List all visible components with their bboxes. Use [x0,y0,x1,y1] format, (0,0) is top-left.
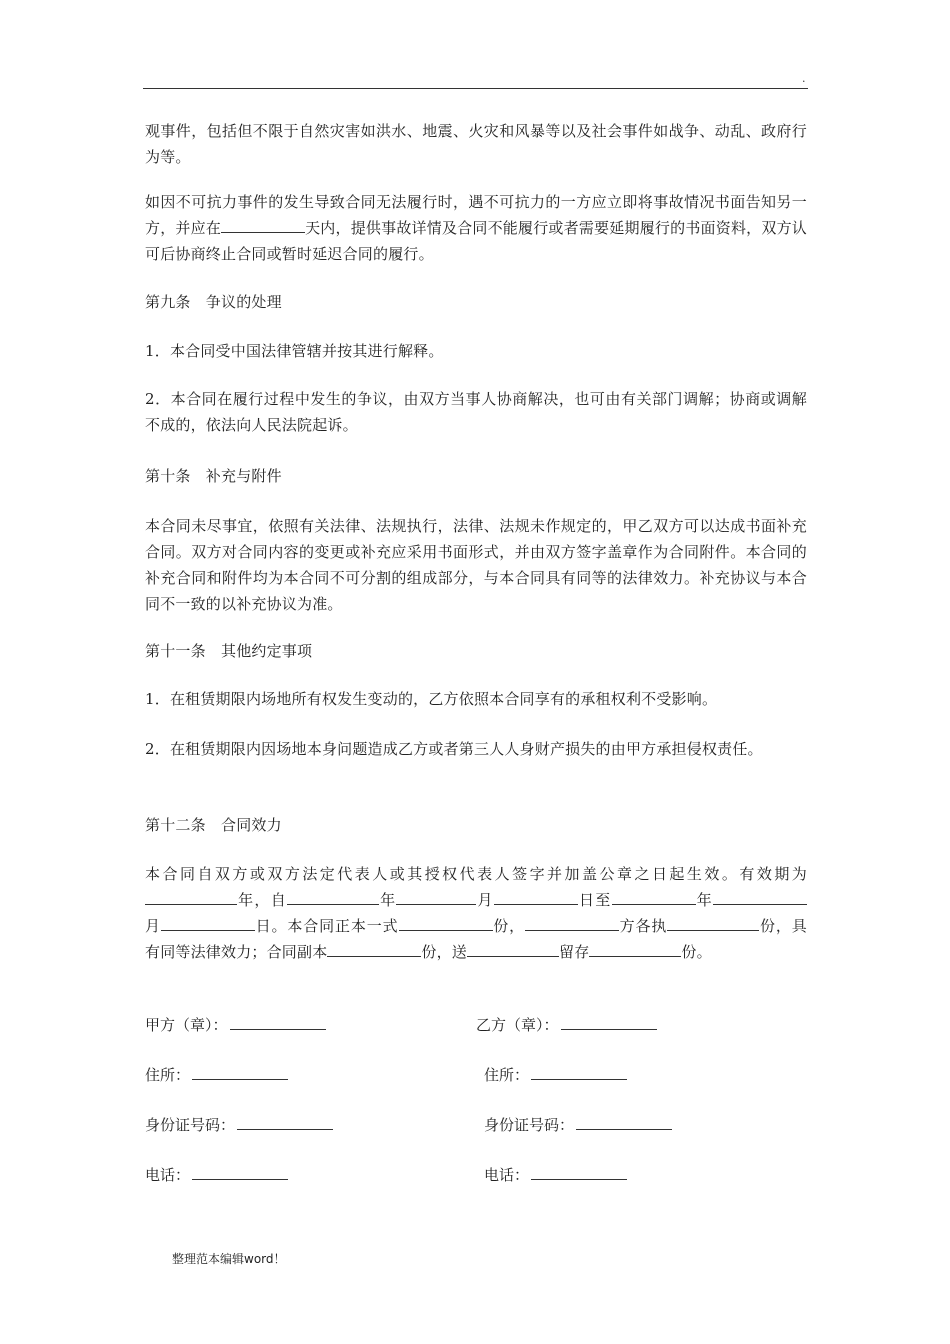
party-b-id-blank[interactable] [576,1112,672,1130]
validity-text-7: 月 [145,917,161,935]
validity-text-4: 月 [476,891,494,909]
validity-years-blank[interactable] [145,887,237,905]
party-b-address-label: 住所： [484,1066,530,1084]
validity-text-12: 份，送 [421,943,468,961]
start-year-blank[interactable] [287,887,379,905]
party-b-label: 乙方（章）： [476,1016,559,1034]
party-a-blank[interactable] [230,1012,326,1030]
validity-text-1: 本合同自双方或双方法定代表人或其授权代表人签字并加盖公章之日起生效。有效期为 [145,865,807,883]
article-12-title: 第十二条 合同效力 [145,816,282,834]
validity-text-14: 份。 [681,943,712,961]
party-a-phone-blank[interactable] [192,1162,288,1180]
party-b-blank[interactable] [561,1012,657,1030]
force-majeure-paragraph-1: 观事件，包括但不限于自然灾害如洪水、地震、火灾和风暴等以及社会事件如战争、动乱、政府行为等。 [145,122,807,166]
header-dot: . [802,72,806,85]
days-blank[interactable] [221,215,305,233]
article-11-title: 第十一条 其他约定事项 [145,642,313,660]
force-majeure-paragraph-2 [145,189,807,267]
article-10-title: 第十条 补充与附件 [145,467,282,485]
party-a-phone [145,1162,288,1187]
end-month-blank[interactable] [713,887,807,905]
article-11-item-2: 2．在租赁期限内因场地本身问题造成乙方或者第三人人身财产损失的由甲方承担侵权责任。 [145,740,763,758]
article-12-body [145,861,807,965]
article-11-item-1: 1．在租赁期限内场地所有权发生变动的，乙方依照本合同享有的承租权利不受影响。 [145,690,718,708]
party-a-address-blank[interactable] [192,1062,288,1080]
article-10-body: 本合同未尽事宜，依照有关法律、法规执行，法律、法规未作规定的，甲乙双方可以达成书面补充合同。双方对合同内容的变更或补充应采用书面形式，并由双方签字盖章作为合同附件。本合同的补充合同和附件均为本合同不可分割的组成部分，与本合同具有同等的法律效力。补充协议与本合同不一致的以补充协议为准。 [145,517,807,613]
party-b-address-blank[interactable] [531,1062,627,1080]
validity-text-3: 年 [379,891,397,909]
start-month-blank[interactable] [396,887,476,905]
party-a-address-label: 住所： [145,1066,191,1084]
party-a-label: 甲方（章）： [145,1016,228,1034]
party-b-seal [476,1012,657,1037]
send-to-blank[interactable] [467,939,559,957]
validity-text-13: 留存 [559,943,590,961]
validity-text-10: 方各执 [618,917,668,935]
party-b-id [484,1112,672,1137]
validity-text-8: 日。本合同正本一式 [254,917,399,935]
parties-blank[interactable] [525,913,619,931]
party-a-id-blank[interactable] [237,1112,333,1130]
article-9-item-2: 2．本合同在履行过程中发生的争议，由双方当事人协商解决，也可由有关部门调解；协商或调解不成的，依法向人民法院起诉。 [145,390,807,434]
validity-text-9: 份， [492,917,525,935]
each-holds-blank[interactable] [667,913,759,931]
article-9-item-1: 1．本合同受中国法律管辖并按其进行解释。 [145,342,444,360]
header-rule [143,88,808,89]
party-b-address [484,1062,627,1087]
force-majeure-text-a: 如因不可抗力事件的发生导致合同无法履行时，遇不可抗力的一方应立即将事故情况书面告知另一方，并应在 [145,193,807,237]
retain-copies-blank[interactable] [589,939,681,957]
party-a-id-label: 身份证号码： [145,1116,236,1134]
party-a-address [145,1062,288,1087]
end-year-blank[interactable] [612,887,696,905]
party-b-phone-blank[interactable] [531,1162,627,1180]
validity-text-6: 年 [695,891,714,909]
footer-note: 整理范本编辑word！ [172,1252,286,1266]
end-day-blank[interactable] [161,913,255,931]
original-copies-blank[interactable] [399,913,493,931]
party-a-phone-label: 电话： [145,1166,191,1184]
validity-text-11: 份，具有同等法律效力；合同副本 [145,917,807,961]
validity-text-5: 日至 [577,891,612,909]
party-a-seal [145,1012,326,1037]
party-b-phone [484,1162,627,1187]
start-day-blank[interactable] [494,887,578,905]
article-9-title: 第九条 争议的处理 [145,293,282,311]
force-majeure-text-b: 天内，提供事故详情及合同不能履行或者需要延期履行的书面资料，双方认可后协商终止合同或暂时延迟合同的履行。 [145,219,807,263]
validity-text-2: 年，自 [237,891,288,909]
duplicate-copies-blank[interactable] [327,939,421,957]
party-a-id [145,1112,333,1137]
party-b-phone-label: 电话： [484,1166,530,1184]
party-b-id-label: 身份证号码： [484,1116,575,1134]
